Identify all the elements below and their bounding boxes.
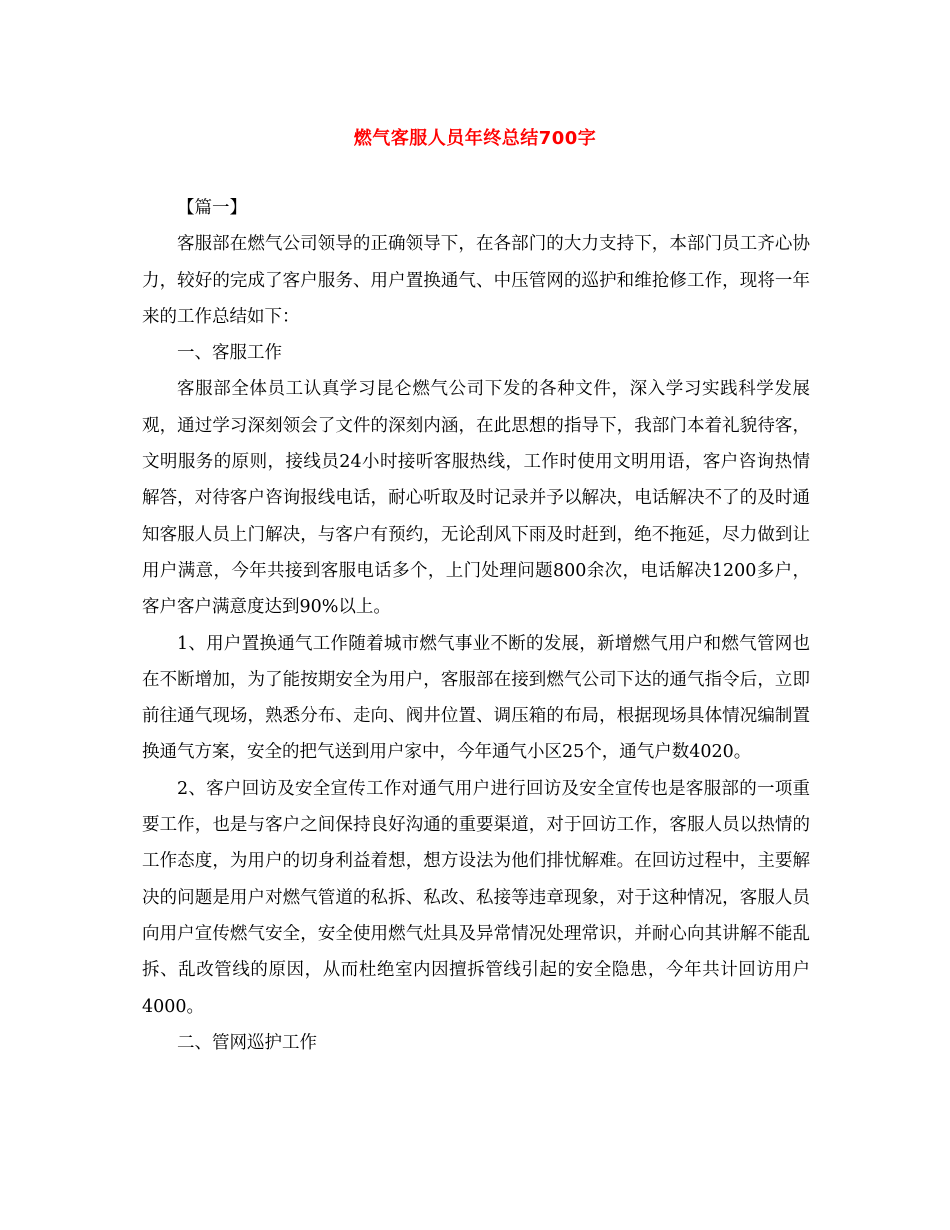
document-title: 燃气客服人员年终总结700字 [353, 128, 597, 149]
section-heading-customer-service: 一、客服工作 [177, 343, 282, 364]
intro-paragraph: 客服部在燃气公司领导的正确领导下，在各部门的大力支持下，本部门员工齐心协力，较好的完成了客户服务、用户置换通气、中压管网的巡护和维抢修工作，现将一年来的工作总结如下： [142, 234, 810, 327]
customer-visit-paragraph: 2、客户回访及安全宣传工作对通气用户进行回访及安全宣传也是客服部的一项重要工作，也是与客户之间保持良好沟通的重要渠道，对于回访工作，客服人员以热情的工作态度，为用户的切身利益着想，想方设法为他们排忧解难。在回访过程中，主要解决的问题是用户对燃气管道的私拆、私改、私接等违章现象，对于这种情况，客服人员向用户宣传燃气安全，安全使用燃气灶具及异常情况处理常识，并耐心向其讲解不能乱拆、乱改管线的原因，从而杜绝室内因擅拆管线引起的安全隐患，今年共计回访用户4000。 [142, 778, 810, 1017]
gas-replacement-paragraph: 1、用户置换通气工作随着城市燃气事业不断的发展，新增燃气用户和燃气管网也在不断增加，为了能按期安全为用户，客服部在接到燃气公司下达的通气指令后，立即前往通气现场，熟悉分布、走向、阀井位置、调压箱的布局，根据现场具体情况编制置换通气方案，安全的把气送到用户家中，今年通气小区25个，通气户数4020。 [142, 633, 810, 763]
section-heading-pipeline-patrol: 二、管网巡护工作 [177, 1032, 317, 1053]
document-body [142, 190, 810, 1061]
part-label: 【篇一】 [177, 198, 247, 218]
customer-service-paragraph: 客服部全体员工认真学习昆仑燃气公司下发的各种文件，深入学习实践科学发展观，通过学习深刻领会了文件的深刻内涵，在此思想的指导下，我部门本着礼貌待客，文明服务的原则，接线员24小时接听客服热线，工作时使用文明用语，客户咨询热情解答，对待客户咨询报线电话，耐心听取及时记录并予以解决，电话解决不了的及时通知客服人员上门解决，与客户有预约，无论刮风下雨及时赶到，绝不拖延，尽力做到让用户满意，今年共接到客服电话多个，上门处理问题800余次，电话解决1200多户，客户客户满意度达到90%以上。 [142, 379, 810, 618]
